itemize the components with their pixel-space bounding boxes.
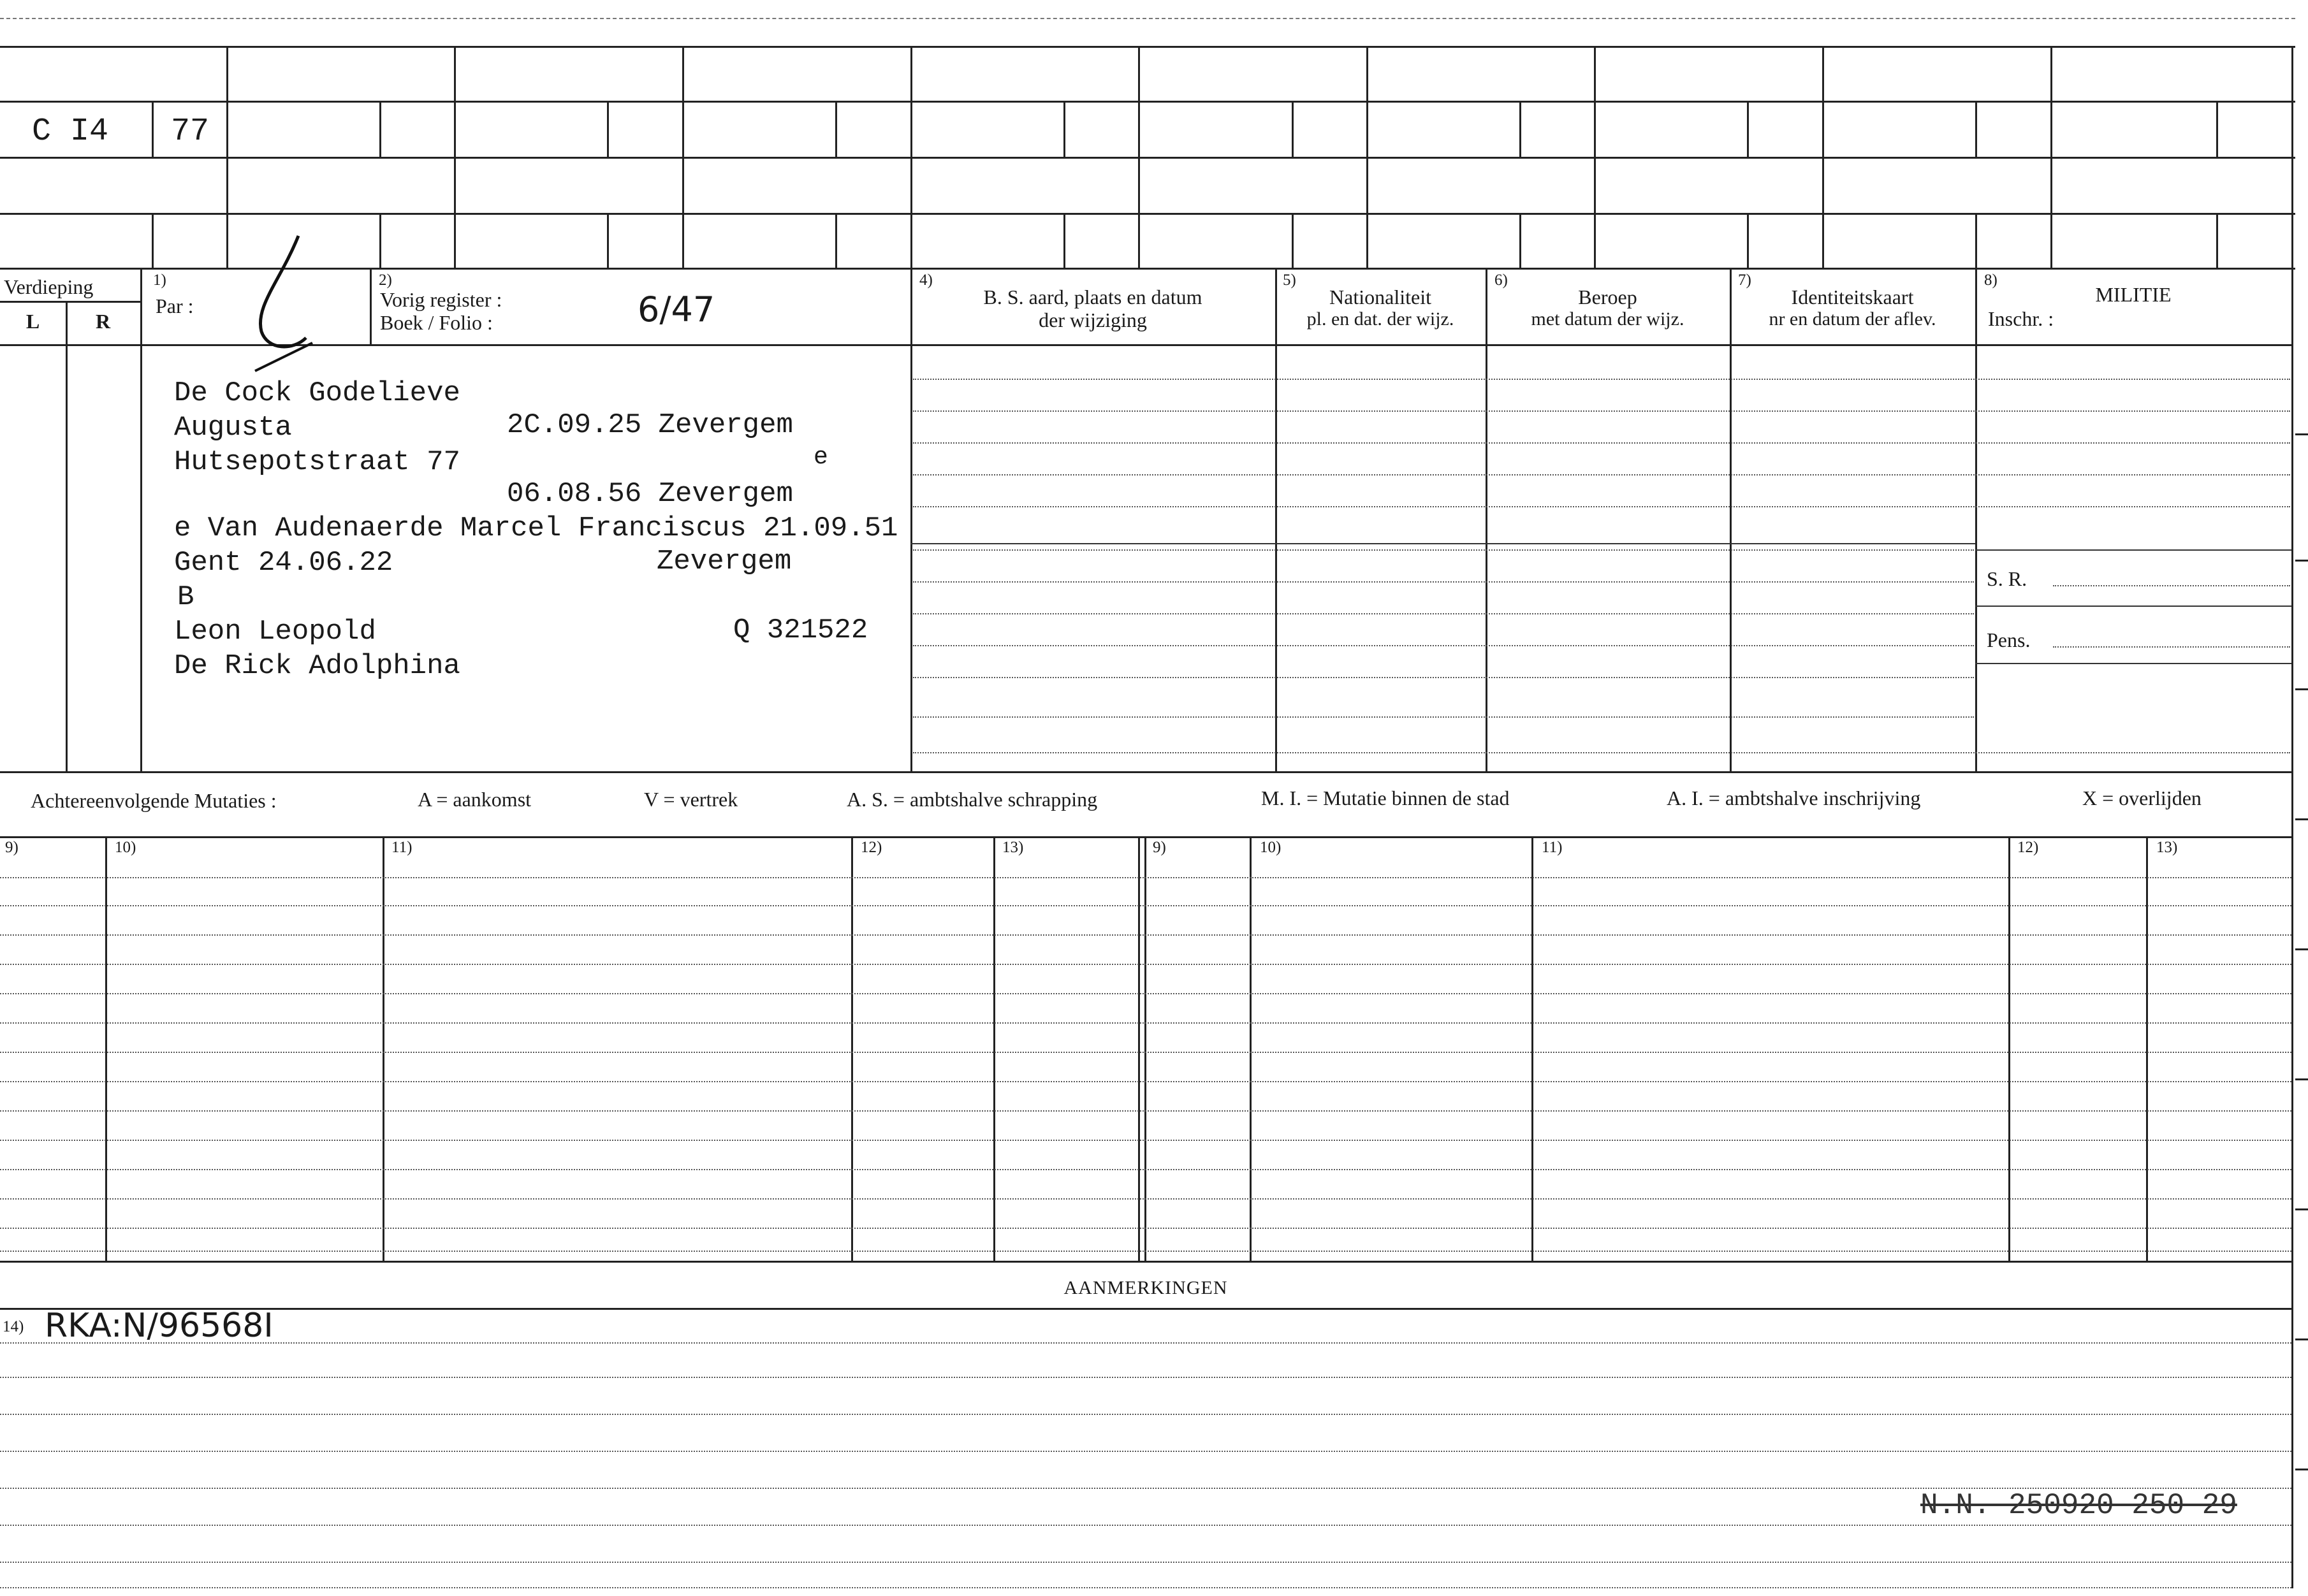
r-label: R	[95, 310, 111, 333]
dotted-line	[0, 1052, 2291, 1053]
grid-line	[2216, 101, 2218, 157]
dotted-line	[913, 752, 2290, 753]
column-number: 13)	[2156, 839, 2178, 856]
beroep-heading: Beroep	[1578, 286, 1637, 308]
dotted-line	[0, 1377, 2291, 1378]
struck-national-number: N.N. 250920 250 29	[1920, 1489, 2237, 1522]
birth-date-place: 2C.09.25 Zevergem	[507, 409, 793, 441]
edge-tick	[2295, 560, 2308, 562]
edge-tick	[2295, 1208, 2308, 1210]
column-number: 7)	[1738, 272, 1751, 289]
mutaties-title: Achtereenvolgende Mutaties :	[31, 789, 277, 812]
dotted-line	[0, 1451, 2291, 1452]
nationaliteit-subheading: pl. en dat. der wijz.	[1306, 308, 1454, 330]
grid-line	[1519, 213, 1521, 268]
grid-line	[1730, 268, 1732, 771]
grid-line	[1975, 606, 2291, 607]
grid-line	[105, 836, 107, 1261]
grid-line	[383, 836, 384, 1261]
grid-line	[1519, 101, 1521, 157]
mother-name: De Rick Adolphina	[174, 650, 460, 682]
dotted-line	[0, 934, 2291, 936]
bs-heading-line2: der wijziging	[1039, 308, 1147, 331]
column-number: 14)	[3, 1318, 24, 1335]
grid-line	[0, 46, 2295, 48]
legend-ambtshalve-inschrijving: A. I. = ambtshalve inschrijving	[1667, 787, 1921, 809]
column-number: 5)	[1283, 272, 1296, 289]
grid-line	[2008, 836, 2010, 1261]
dotted-line	[913, 506, 2290, 507]
column-number: 12)	[861, 839, 882, 856]
dotted-line	[0, 1228, 2291, 1229]
grid-line	[140, 268, 142, 771]
grid-line	[1250, 836, 1252, 1261]
grid-line	[0, 344, 2291, 346]
vorig-register-label: Vorig register :	[380, 288, 502, 311]
grid-line	[993, 836, 995, 1261]
spouse-birth: Gent 24.06.22	[174, 547, 393, 579]
grid-line	[1594, 46, 1596, 268]
top-edge-line	[0, 18, 2295, 19]
column-number: 9)	[5, 839, 18, 856]
dotted-line	[913, 716, 1974, 718]
edge-tick	[2295, 433, 2308, 435]
edge-tick	[2295, 948, 2308, 950]
boek-folio-value: 6/47	[638, 289, 715, 330]
dotted-line	[0, 1562, 2291, 1563]
grid-line	[1975, 549, 2291, 551]
legend-ambtshalve-schrapping: A. S. = ambtshalve schrapping	[847, 788, 1098, 811]
verdieping-label: Verdieping	[4, 275, 94, 298]
grid-line	[1144, 836, 1146, 1261]
person-second-name: Augusta	[174, 412, 292, 444]
dotted-line	[913, 379, 2290, 380]
grid-line	[1975, 213, 1977, 268]
dotted-line	[0, 877, 2291, 878]
grid-line	[66, 301, 68, 771]
grid-line	[0, 1308, 2291, 1310]
dotted-line	[0, 993, 2291, 994]
grid-line	[1063, 101, 1065, 157]
dotted-line	[913, 645, 1974, 646]
grid-line	[152, 101, 154, 157]
grid-line	[682, 46, 684, 268]
dotted-line	[0, 1251, 2291, 1252]
grid-line	[2216, 213, 2218, 268]
edge-tick	[2295, 1078, 2308, 1080]
dotted-line	[0, 1525, 2291, 1526]
remark-value: RKA:N/96568I	[45, 1307, 274, 1345]
grid-line	[1531, 836, 1533, 1261]
identiteitskaart-heading: Identiteitskaart	[1791, 286, 1914, 308]
edge-tick	[2295, 1469, 2308, 1470]
grid-line	[851, 836, 853, 1261]
column-number: 10)	[115, 839, 136, 856]
address: Hutsepotstraat 77	[174, 446, 460, 478]
inschr-label: Inschr. :	[1988, 307, 2054, 330]
dotted-line	[0, 905, 2291, 906]
l-label: L	[26, 310, 40, 333]
grid-line	[1975, 663, 2291, 664]
column-number: 9)	[1153, 839, 1166, 856]
legend-overlijden: X = overlijden	[2082, 787, 2202, 809]
legend-mutatie-stad: M. I. = Mutatie binnen de stad	[1261, 787, 1510, 809]
dotted-line	[0, 1169, 2291, 1170]
aanmerkingen-title: AANMERKINGEN	[1063, 1277, 1228, 1298]
grid-line	[2146, 836, 2148, 1261]
pens-label: Pens.	[1987, 628, 2031, 651]
militie-heading: MILITIE	[2095, 283, 2172, 306]
grid-line	[0, 771, 2291, 773]
dotted-line	[913, 442, 2290, 444]
sr-label: S. R.	[1987, 567, 2027, 590]
identiteitskaart-subheading: nr en datum der aflev.	[1769, 308, 1936, 330]
father-name: Leon Leopold	[174, 616, 376, 648]
grid-line	[0, 157, 2295, 159]
grid-line	[1747, 101, 1749, 157]
grid-line	[454, 46, 456, 268]
grid-line	[607, 101, 609, 157]
card-code: C I4	[32, 113, 109, 150]
grid-line	[0, 101, 2295, 103]
spouse-place: Zevergem	[657, 546, 792, 577]
dotted-line	[913, 410, 2290, 412]
bs-heading-line1: B. S. aard, plaats en datum	[983, 286, 1202, 308]
column-number: 6)	[1494, 272, 1508, 289]
grid-line	[0, 213, 2295, 215]
grid-line	[2050, 46, 2052, 268]
grid-line	[1975, 101, 1977, 157]
dotted-line	[913, 549, 1974, 551]
edge-tick	[2295, 688, 2308, 690]
marriage-date-place: 06.08.56 Zevergem	[507, 478, 793, 510]
legend-vertrek: V = vertrek	[644, 788, 738, 811]
dotted-line	[913, 581, 1974, 583]
grid-line	[379, 213, 381, 268]
dotted-line	[0, 1414, 2291, 1415]
grid-line	[0, 1261, 2291, 1263]
column-number: 13)	[1002, 839, 1024, 856]
grid-line	[910, 46, 912, 268]
grid-line	[226, 46, 228, 268]
dotted-line	[0, 1022, 2291, 1024]
grid-line	[1366, 46, 1368, 268]
spouse-line: e Van Audenaerde Marcel Franciscus 21.09.51	[174, 512, 898, 544]
grid-line	[607, 213, 609, 268]
dotted-line	[913, 474, 2290, 475]
column-number: 8)	[1984, 272, 1998, 289]
grid-line	[835, 213, 837, 268]
grid-line	[0, 301, 140, 303]
grid-line	[1138, 836, 1140, 1261]
dotted-line	[913, 613, 1974, 614]
column-number: 11)	[391, 839, 413, 856]
grid-line	[1138, 46, 1140, 268]
column-number: 2)	[379, 272, 392, 289]
par-label: Par :	[156, 294, 194, 317]
marker-b: B	[177, 581, 194, 613]
dotted-line	[0, 964, 2291, 965]
column-number: 11)	[1542, 839, 1563, 856]
handwritten-mark	[242, 229, 319, 376]
grid-line	[0, 268, 2295, 270]
grid-line	[1486, 268, 1487, 771]
grid-line	[1292, 101, 1294, 157]
column-number: 1)	[153, 272, 166, 289]
dotted-line	[0, 1081, 2291, 1082]
beroep-subheading: met datum der wijz.	[1531, 308, 1684, 330]
grid-line	[1822, 46, 1824, 268]
dotted-line	[2053, 646, 2290, 648]
grid-line	[1063, 213, 1065, 268]
dotted-line	[0, 1587, 2291, 1588]
grid-line	[1747, 213, 1749, 268]
dotted-line	[0, 1198, 2291, 1200]
grid-line	[370, 268, 372, 344]
grid-line	[152, 213, 154, 268]
reference-number: Q 321522	[733, 614, 868, 646]
dotted-line	[0, 1342, 2291, 1344]
grid-line	[379, 101, 381, 157]
grid-line	[910, 268, 912, 771]
grid-line	[1292, 213, 1294, 268]
grid-line	[1275, 268, 1277, 771]
dotted-line	[2053, 585, 2290, 586]
small-mark: e	[814, 444, 828, 471]
grid-line	[835, 101, 837, 157]
dotted-line	[0, 1140, 2291, 1141]
card-number: 77	[171, 113, 210, 150]
dotted-line	[0, 1110, 2291, 1112]
grid-line	[910, 543, 1975, 544]
column-number: 12)	[2017, 839, 2039, 856]
nationaliteit-heading: Nationaliteit	[1329, 286, 1431, 308]
column-number: 10)	[1260, 839, 1282, 856]
column-number: 4)	[919, 272, 933, 289]
dotted-line	[913, 677, 1974, 678]
edge-tick	[2295, 1338, 2308, 1340]
edge-tick	[2295, 818, 2308, 820]
person-name: De Cock Godelieve	[174, 377, 460, 409]
grid-line	[2291, 46, 2293, 1588]
legend-aankomst: A = aankomst	[418, 788, 532, 811]
boek-folio-label: Boek / Folio :	[380, 311, 493, 334]
grid-line	[1975, 268, 1977, 771]
